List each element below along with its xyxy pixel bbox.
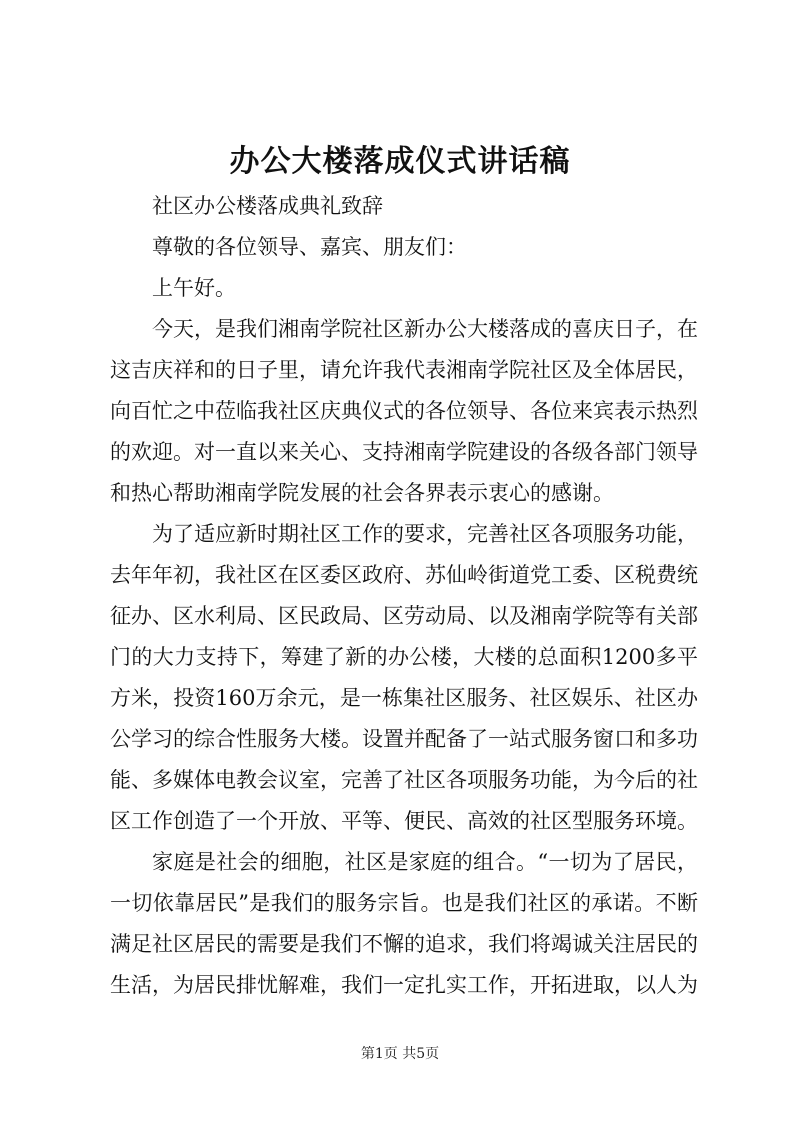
document-body [110, 186, 698, 1006]
paragraph-building: 为了适应新时期社区工作的要求，完善社区各项服务功能，去年年初，我社区在区委区政府、苏仙岭街道党工委、区税费统征办、区水利局、区民政局、区劳动局、以及湘南学院等有关部门的大力支持下，筹建了新的办公楼，大楼的总面积1200多平方米，投资160万余元，是一栋集社区服务、社区娱乐、社区办公学习的综合性服务大楼。设置并配备了一站式服务窗口和多功能、多媒体电教会议室，完善了社区各项服务功能，为今后的社区工作创造了一个开放、平等、便民、高效的社区型服务环境。 [110, 522, 698, 833]
paragraph-welcome: 今天，是我们湘南学院社区新办公大楼落成的喜庆日子，在这吉庆祥和的日子里，请允许我代表湘南学院社区及全体居民，向百忙之中莅临我社区庆典仪式的各位领导、各位来宾表示热烈的欢迎。对一直以来关心、支持湘南学院建设的各级各部门领导和热心帮助湘南学院发展的社会各界表示衷心的感谢。 [110, 317, 698, 505]
document-title: 办公大楼落成仪式讲话稿 [229, 144, 571, 179]
page-number-footer: 第1页 共5页 [360, 1046, 440, 1062]
paragraph-service: 家庭是社会的细胞，社区是家庭的组合。“一切为了居民，一切依靠居民”是我们的服务宗旨。也是我们社区的承诺。不断满足社区居民的需要是我们不懈的追求，我们将竭诚关注居民的生活，为居民排忧解难，我们一定扎实工作，开拓进取，以人为 [110, 850, 698, 997]
paragraph-salutation: 尊敬的各位领导、嘉宾、朋友们： [152, 235, 467, 259]
paragraph-greeting: 上午好。 [152, 276, 236, 300]
paragraph-subtitle: 社区办公楼落成典礼致辞 [152, 194, 383, 218]
